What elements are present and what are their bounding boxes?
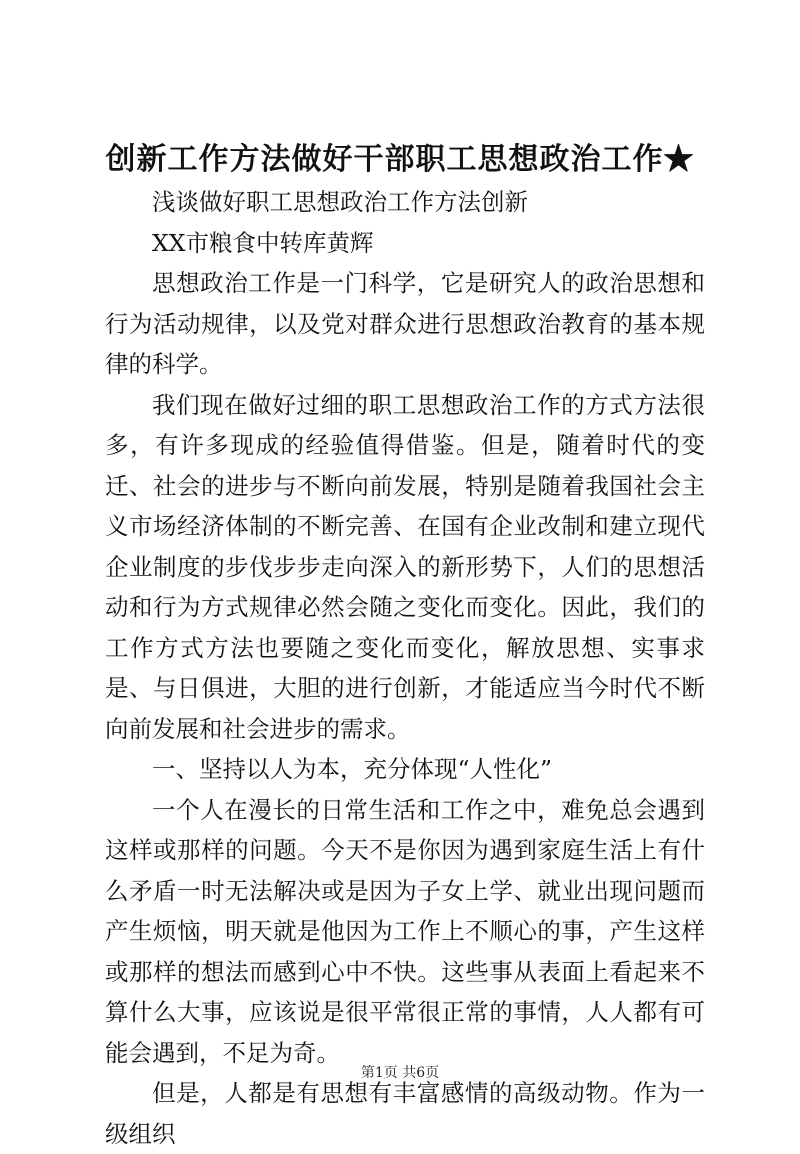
document-body [105,182,705,1154]
page-footer: 第1页 共6页 [360,1065,440,1081]
body-paragraph: 一个人在漫长的日常生活和工作之中，难免总会遇到这样或那样的问题。今天不是你因为遇到家庭生活上有什么矛盾一时无法解决或是因为子女上学、就业出现问题而产生烦恼，明天就是他因为工作上不顺心的事，产生这样或那样的想法而感到心中不快。这些事从表面上看起来不算什么大事，应该说是很平常很正常的事情，人人都有可能会遇到，不足为奇。 [105,795,705,1067]
body-paragraph: 但是，人都是有思想有丰富感情的高级动物。作为一级组织 [105,1079,705,1148]
body-paragraph: 我们现在做好过细的职工思想政治工作的方式方法很多，有许多现成的经验值得借鉴。但是，随着时代的变迁、社会的进步与不断向前发展，特别是随着我国社会主义市场经济体制的不断完善、在国有企业改制和建立现代企业制度的步伐步步走向深入的新形势下，人们的思想活动和行为方式规律必然会随之变化而变化。因此，我们的工作方式方法也要随之变化而变化，解放思想、实事求是、与日俱进，大胆的进行创新，才能适应当今时代不断向前发展和社会进步的需求。 [105,390,705,743]
section-heading: 一、坚持以人为本，充分体现“人性化” [152,755,553,783]
body-paragraph: 思想政治工作是一门科学，它是研究人的政治思想和行为活动规律，以及党对群众进行思想政治教育的基本规律的科学。 [105,269,705,378]
author-paragraph: XX市粮食中转库黄辉 [152,228,374,257]
document-title: 创新工作方法做好干部职工思想政治工作★ [105,142,695,177]
subtitle-paragraph: 浅谈做好职工思想政治工作方法创新 [152,188,528,216]
